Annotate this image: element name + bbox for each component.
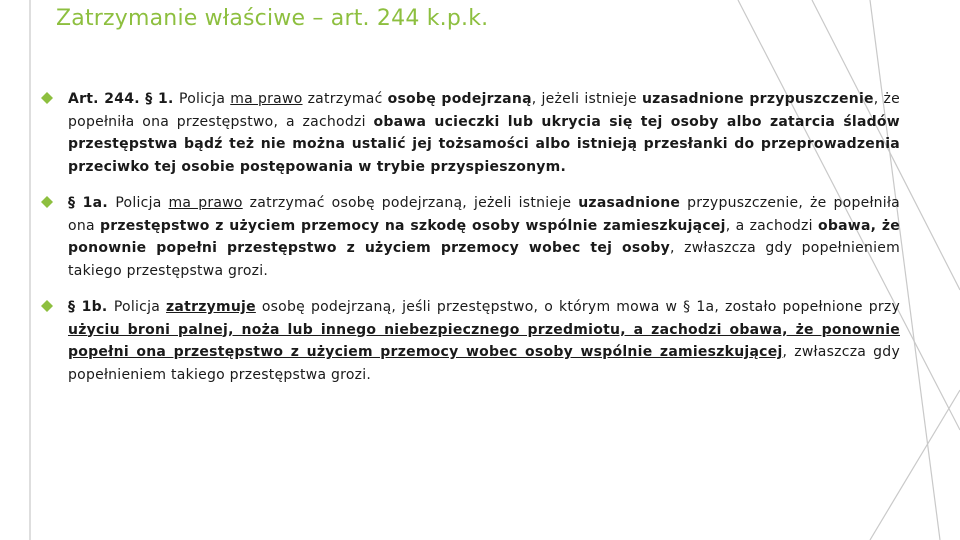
text-segment: , że popełniła ona przestępstwo, a zachodzi <box>68 91 900 130</box>
text-segment: osobę podejrzaną <box>387 91 532 107</box>
text-segment: obawa, że ponownie popełni przestępstwo z użyciem przemocy wobec tej osoby <box>68 217 900 256</box>
paragraph-art-244-p1b <box>68 296 900 386</box>
text-segment: zatrzymać osobę podejrzaną, jeżeli istnieje <box>242 195 579 211</box>
text-segment: obawa ucieczki lub ukrycia się tej osoby albo zatarcia śladów przestępstwa bądź też nie można ustalić jej tożsamości albo istnieją przesłanki do przeprowadzenia przeciwko tej osobie postępowania w trybie przyspieszonym. <box>68 113 900 175</box>
text-segment: , jeżeli istnieje <box>531 91 642 107</box>
text-segment: , zwłaszcza gdy popełnieniem takiego przestępstwa grozi. <box>68 344 900 383</box>
text-segment: Policja <box>115 195 169 211</box>
text-segment: zatrzymuje <box>166 299 256 315</box>
text-segment: uzasadnione przypuszczenie <box>641 91 874 107</box>
text-segment: Art. 244. § 1. <box>68 91 179 107</box>
text-segment: § 1b. <box>68 299 114 315</box>
text-segment: uzasadnione <box>578 195 681 211</box>
text-segment: przypuszczenie, że popełniła ona <box>68 195 901 234</box>
text-segment: , zwłaszcza gdy popełnieniem takiego przestępstwa grozi. <box>68 240 900 279</box>
right-diagonal-line-3 <box>870 390 960 540</box>
text-segment: ma prawo <box>168 195 243 211</box>
text-segment: przestępstwo z użyciem przemocy na szkodę osoby wspólnie zamieszkującej <box>99 217 726 234</box>
text-segment: ma prawo <box>230 91 303 107</box>
slide-content <box>42 88 900 400</box>
text-segment: zatrzymać <box>302 91 388 107</box>
bullet-item-3 <box>42 296 900 386</box>
bullet-item-1 <box>42 88 900 178</box>
bullet-item-2 <box>42 192 900 282</box>
slide-title: Zatrzymanie właściwe – art. 244 k.p.k. <box>56 6 489 31</box>
text-segment: Policja <box>179 91 231 107</box>
text-segment: użyciu broni palnej, noża lub innego niebezpiecznego przedmiotu, a zachodzi obawa, że ponownie popełni ona przestępstwo z użyciem przemocy wobec osoby wspólnie zamieszkującej <box>68 321 900 360</box>
diamond-bullet-icon <box>41 196 53 208</box>
text-segment: , a zachodzi <box>725 217 818 234</box>
paragraph-art-244-p1 <box>68 88 900 178</box>
diamond-bullet-icon <box>41 92 53 104</box>
text-segment: osobę podejrzaną, jeśli przestępstwo, o którym mowa w § 1a, zostało popełnione przy <box>255 299 900 315</box>
diamond-bullet-icon <box>41 300 53 312</box>
paragraph-art-244-p1a <box>68 192 900 282</box>
text-segment: Policja <box>113 299 167 315</box>
text-segment: § 1a. <box>68 195 116 211</box>
